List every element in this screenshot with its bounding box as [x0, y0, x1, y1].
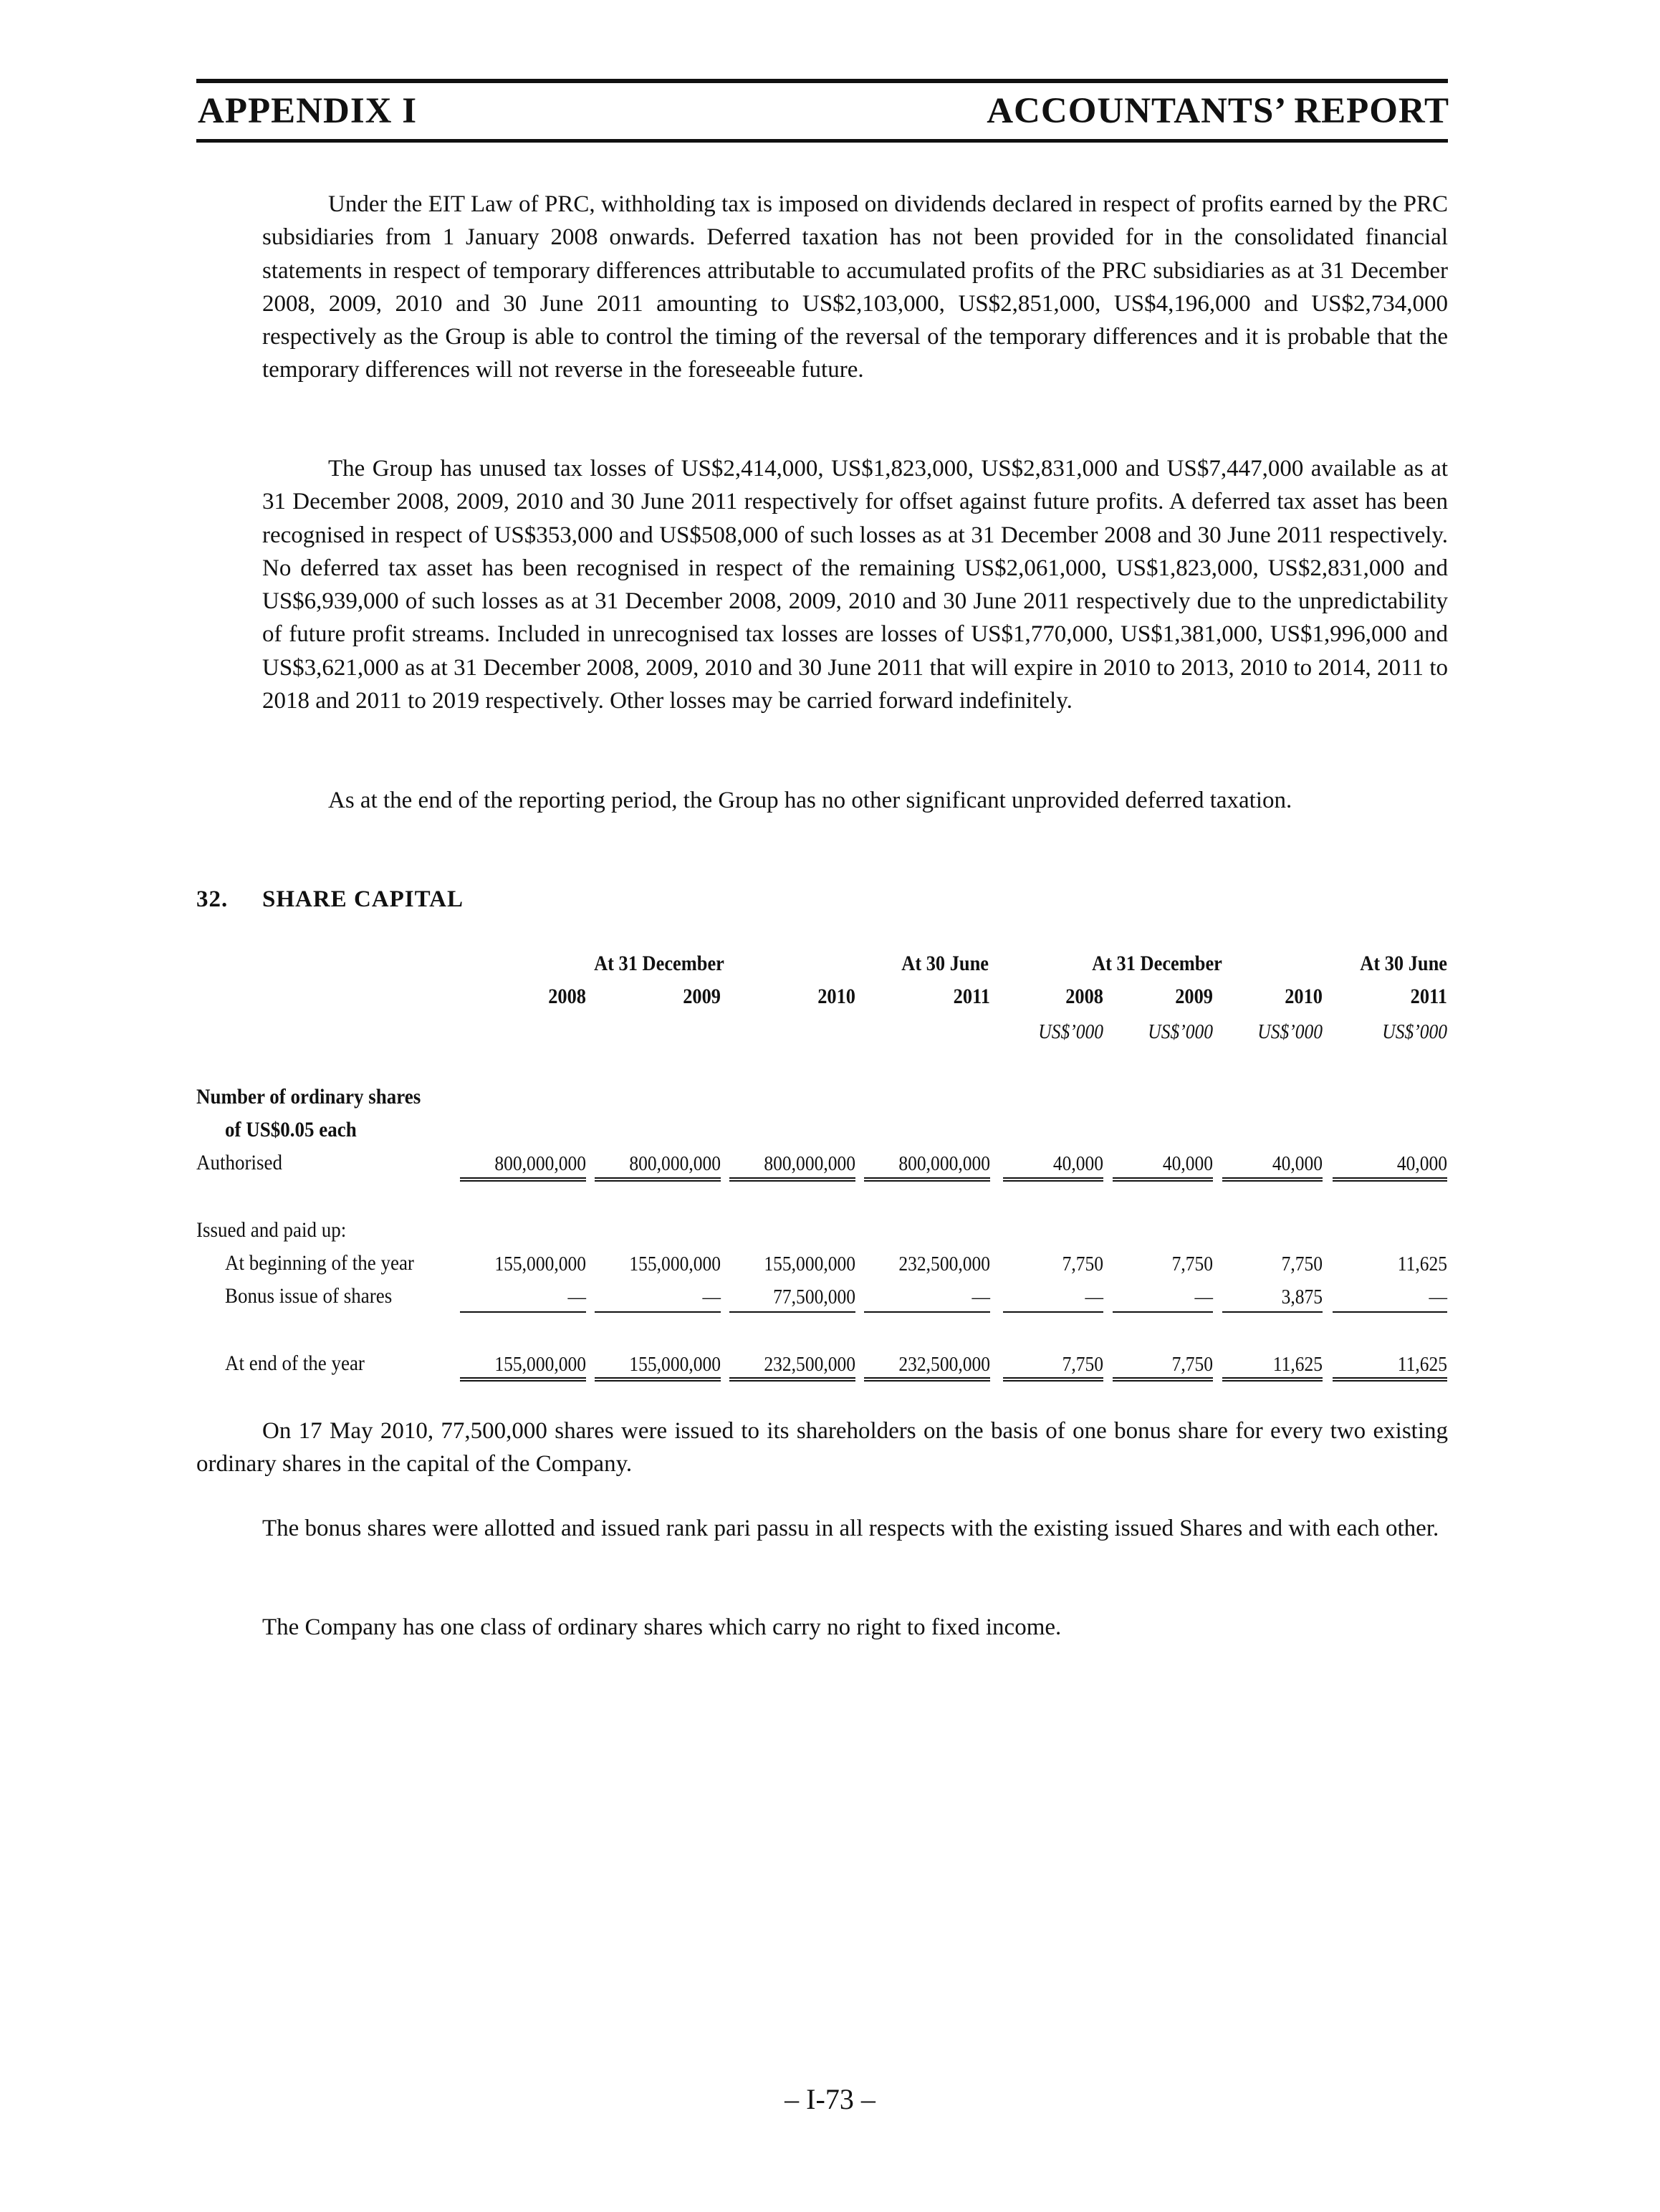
paragraph-withholding-tax: Under the EIT Law of PRC, withholding tax is imposed on dividends declared in respect of profits earned by the PRC subsidiaries from 1 January 2008 onwards. Deferred taxation has not been provided for in the consolidated financial statements in respect of temporary differences attributable to accumulated profits of the PRC subsidiaries as at 31 December 2008, 2009, 2010 and 30 June 2011 amounting to US$2,103,000, US$2,851,000, US$4,196,000 and US$2,734,000 respectively as the Group is able to control the timing of the reversal of the temporary differences and it is probable that the temporary differences will not reverse in the foreseeable future. — [262, 191, 1448, 383]
report-title: ACCOUNTANTS’ REPORT — [987, 91, 1449, 131]
paragraph-share-class: The Company has one class of ordinary shares which carry no right to fixed income. — [262, 1614, 1062, 1640]
double-underline — [460, 1377, 586, 1382]
double-underline — [595, 1377, 721, 1382]
paragraph-pari-passu: The bonus shares were allotted and issued rank pari passu in all respects with the existing issued Shares and with each other. — [262, 1516, 1439, 1541]
double-underline — [1003, 1377, 1103, 1382]
header-group-shares-jun: At 30 June — [901, 952, 989, 975]
double-underline — [729, 1177, 855, 1182]
row-label-authorised: Authorised — [196, 1151, 282, 1174]
table-cell: 11,625 — [1397, 1353, 1447, 1376]
header-group-shares-dec: At 31 December — [594, 952, 724, 975]
paragraph-tax-losses: The Group has unused tax losses of US$2,414,000, US$1,823,000, US$2,831,000 and US$7,447,000 available as at 31 December 2008, 2009, 2010 and 30 June 2011 respectively for offset against future profits. A deferred tax asset has been recognised in respect of US$353,000 and US$508,000 of such losses as at 31 December 2008 and 30 June 2011 respectively. No deferred tax asset has been recognised in respect of the remaining US$2,061,000, US$1,823,000, US$2,831,000 and US$6,939,000 of such losses as at 31 December 2008, 2009, 2010 and 30 June 2011 respectively due to the unpredictability of future profit streams. Included in unrecognised tax losses are losses of US$1,770,000, US$1,381,000, US$1,996,000 and US$3,621,000 as at 31 December 2008, 2009, 2010 and 30 June 2011 that will expire in 2010 to 2013, 2010 to 2014, 2011 to 2018 and 2011 to 2019 respectively. Other losses may be carried forward indefinitely. — [262, 456, 1448, 714]
row-label-beginning: At beginning of the year — [225, 1251, 414, 1275]
unit-header: US$’000 — [1257, 1020, 1323, 1043]
unit-header: US$’000 — [1382, 1020, 1447, 1043]
double-underline — [595, 1177, 721, 1182]
table-cell: 40,000 — [1272, 1152, 1323, 1175]
double-underline — [729, 1377, 855, 1382]
double-underline — [1333, 1377, 1447, 1382]
table-cell: — — [702, 1285, 721, 1308]
double-underline — [1222, 1377, 1323, 1382]
underline — [729, 1311, 855, 1313]
year-header: 2008 — [1065, 985, 1103, 1008]
year-header: 2009 — [683, 985, 721, 1008]
double-underline — [1113, 1377, 1213, 1382]
table-cell: 3,875 — [1281, 1285, 1323, 1308]
double-underline — [1333, 1177, 1447, 1182]
table-cell: 232,500,000 — [764, 1353, 855, 1376]
year-header: 2010 — [1285, 985, 1323, 1008]
table-cell: 155,000,000 — [494, 1253, 586, 1275]
table-cell: — — [1194, 1285, 1213, 1308]
row-label-issued: Issued and paid up: — [196, 1218, 347, 1242]
table-cell: 800,000,000 — [494, 1152, 586, 1175]
table-cell: 40,000 — [1052, 1152, 1103, 1175]
page-number: – I-73 – — [785, 2083, 875, 2115]
paragraph-no-unprovided: As at the end of the reporting period, the Group has no other significant unprovided deferred taxation. — [328, 787, 1292, 813]
year-header: 2010 — [817, 985, 855, 1008]
table-cell: 232,500,000 — [898, 1353, 990, 1376]
underline — [1003, 1311, 1103, 1313]
paragraph-bonus-issue: On 17 May 2010, 77,500,000 shares were issued to its shareholders on the basis of one bonus share for every two existing ordinary shares in the capital of the Company. — [196, 1418, 1448, 1478]
year-header: 2011 — [953, 985, 990, 1008]
double-underline — [1003, 1177, 1103, 1182]
table-cell: 155,000,000 — [494, 1353, 586, 1376]
table-cell: 155,000,000 — [629, 1353, 721, 1376]
table-cell: — — [1085, 1285, 1103, 1308]
table-cell: 232,500,000 — [898, 1253, 990, 1275]
table-cell: 800,000,000 — [764, 1152, 855, 1175]
table-cell: 11,625 — [1272, 1353, 1323, 1376]
unit-header: US$’000 — [1148, 1020, 1213, 1043]
table-cell: 77,500,000 — [773, 1285, 855, 1308]
underline — [595, 1311, 721, 1313]
year-header: 2011 — [1410, 985, 1447, 1008]
header-group-usd-dec: At 31 December — [1092, 952, 1222, 975]
table-cell: 155,000,000 — [764, 1253, 855, 1275]
underline — [460, 1311, 586, 1313]
table-cell: 40,000 — [1162, 1152, 1213, 1175]
double-underline — [1113, 1177, 1213, 1182]
row-label-end: At end of the year — [225, 1351, 365, 1375]
header-top-rule — [196, 79, 1448, 83]
table-cell: 11,625 — [1397, 1253, 1447, 1275]
header-bottom-rule — [196, 139, 1448, 143]
header-group-usd-jun: At 30 June — [1360, 952, 1447, 975]
table-cell: 40,000 — [1396, 1152, 1447, 1175]
table-cell: — — [1429, 1285, 1447, 1308]
table-cell: 7,750 — [1281, 1253, 1323, 1275]
section-heading — [196, 883, 464, 916]
section-title: SHARE CAPITAL — [262, 886, 464, 912]
table-cell: 7,750 — [1171, 1353, 1213, 1376]
table-cell: 155,000,000 — [629, 1253, 721, 1275]
appendix-title: APPENDIX I — [198, 91, 418, 131]
table-cell: 7,750 — [1171, 1253, 1213, 1275]
underline — [1222, 1311, 1323, 1313]
table-title-line1: Number of ordinary shares — [196, 1085, 421, 1109]
year-header: 2008 — [548, 985, 586, 1008]
double-underline — [864, 1377, 990, 1382]
double-underline — [1222, 1177, 1323, 1182]
row-label-bonus: Bonus issue of shares — [225, 1284, 393, 1308]
table-cell: — — [971, 1285, 990, 1308]
table-title-line2: of US$0.05 each — [225, 1118, 357, 1141]
double-underline — [460, 1177, 586, 1182]
table-cell: — — [567, 1285, 586, 1308]
table-cell: 7,750 — [1062, 1253, 1103, 1275]
unit-header: US$’000 — [1038, 1020, 1103, 1043]
section-number: 32. — [196, 886, 229, 912]
underline — [1333, 1311, 1447, 1313]
year-header: 2009 — [1175, 985, 1213, 1008]
table-cell: 800,000,000 — [898, 1152, 990, 1175]
underline — [1113, 1311, 1213, 1313]
double-underline — [864, 1177, 990, 1182]
underline — [864, 1311, 990, 1313]
table-cell: 7,750 — [1062, 1353, 1103, 1376]
table-cell: 800,000,000 — [629, 1152, 721, 1175]
